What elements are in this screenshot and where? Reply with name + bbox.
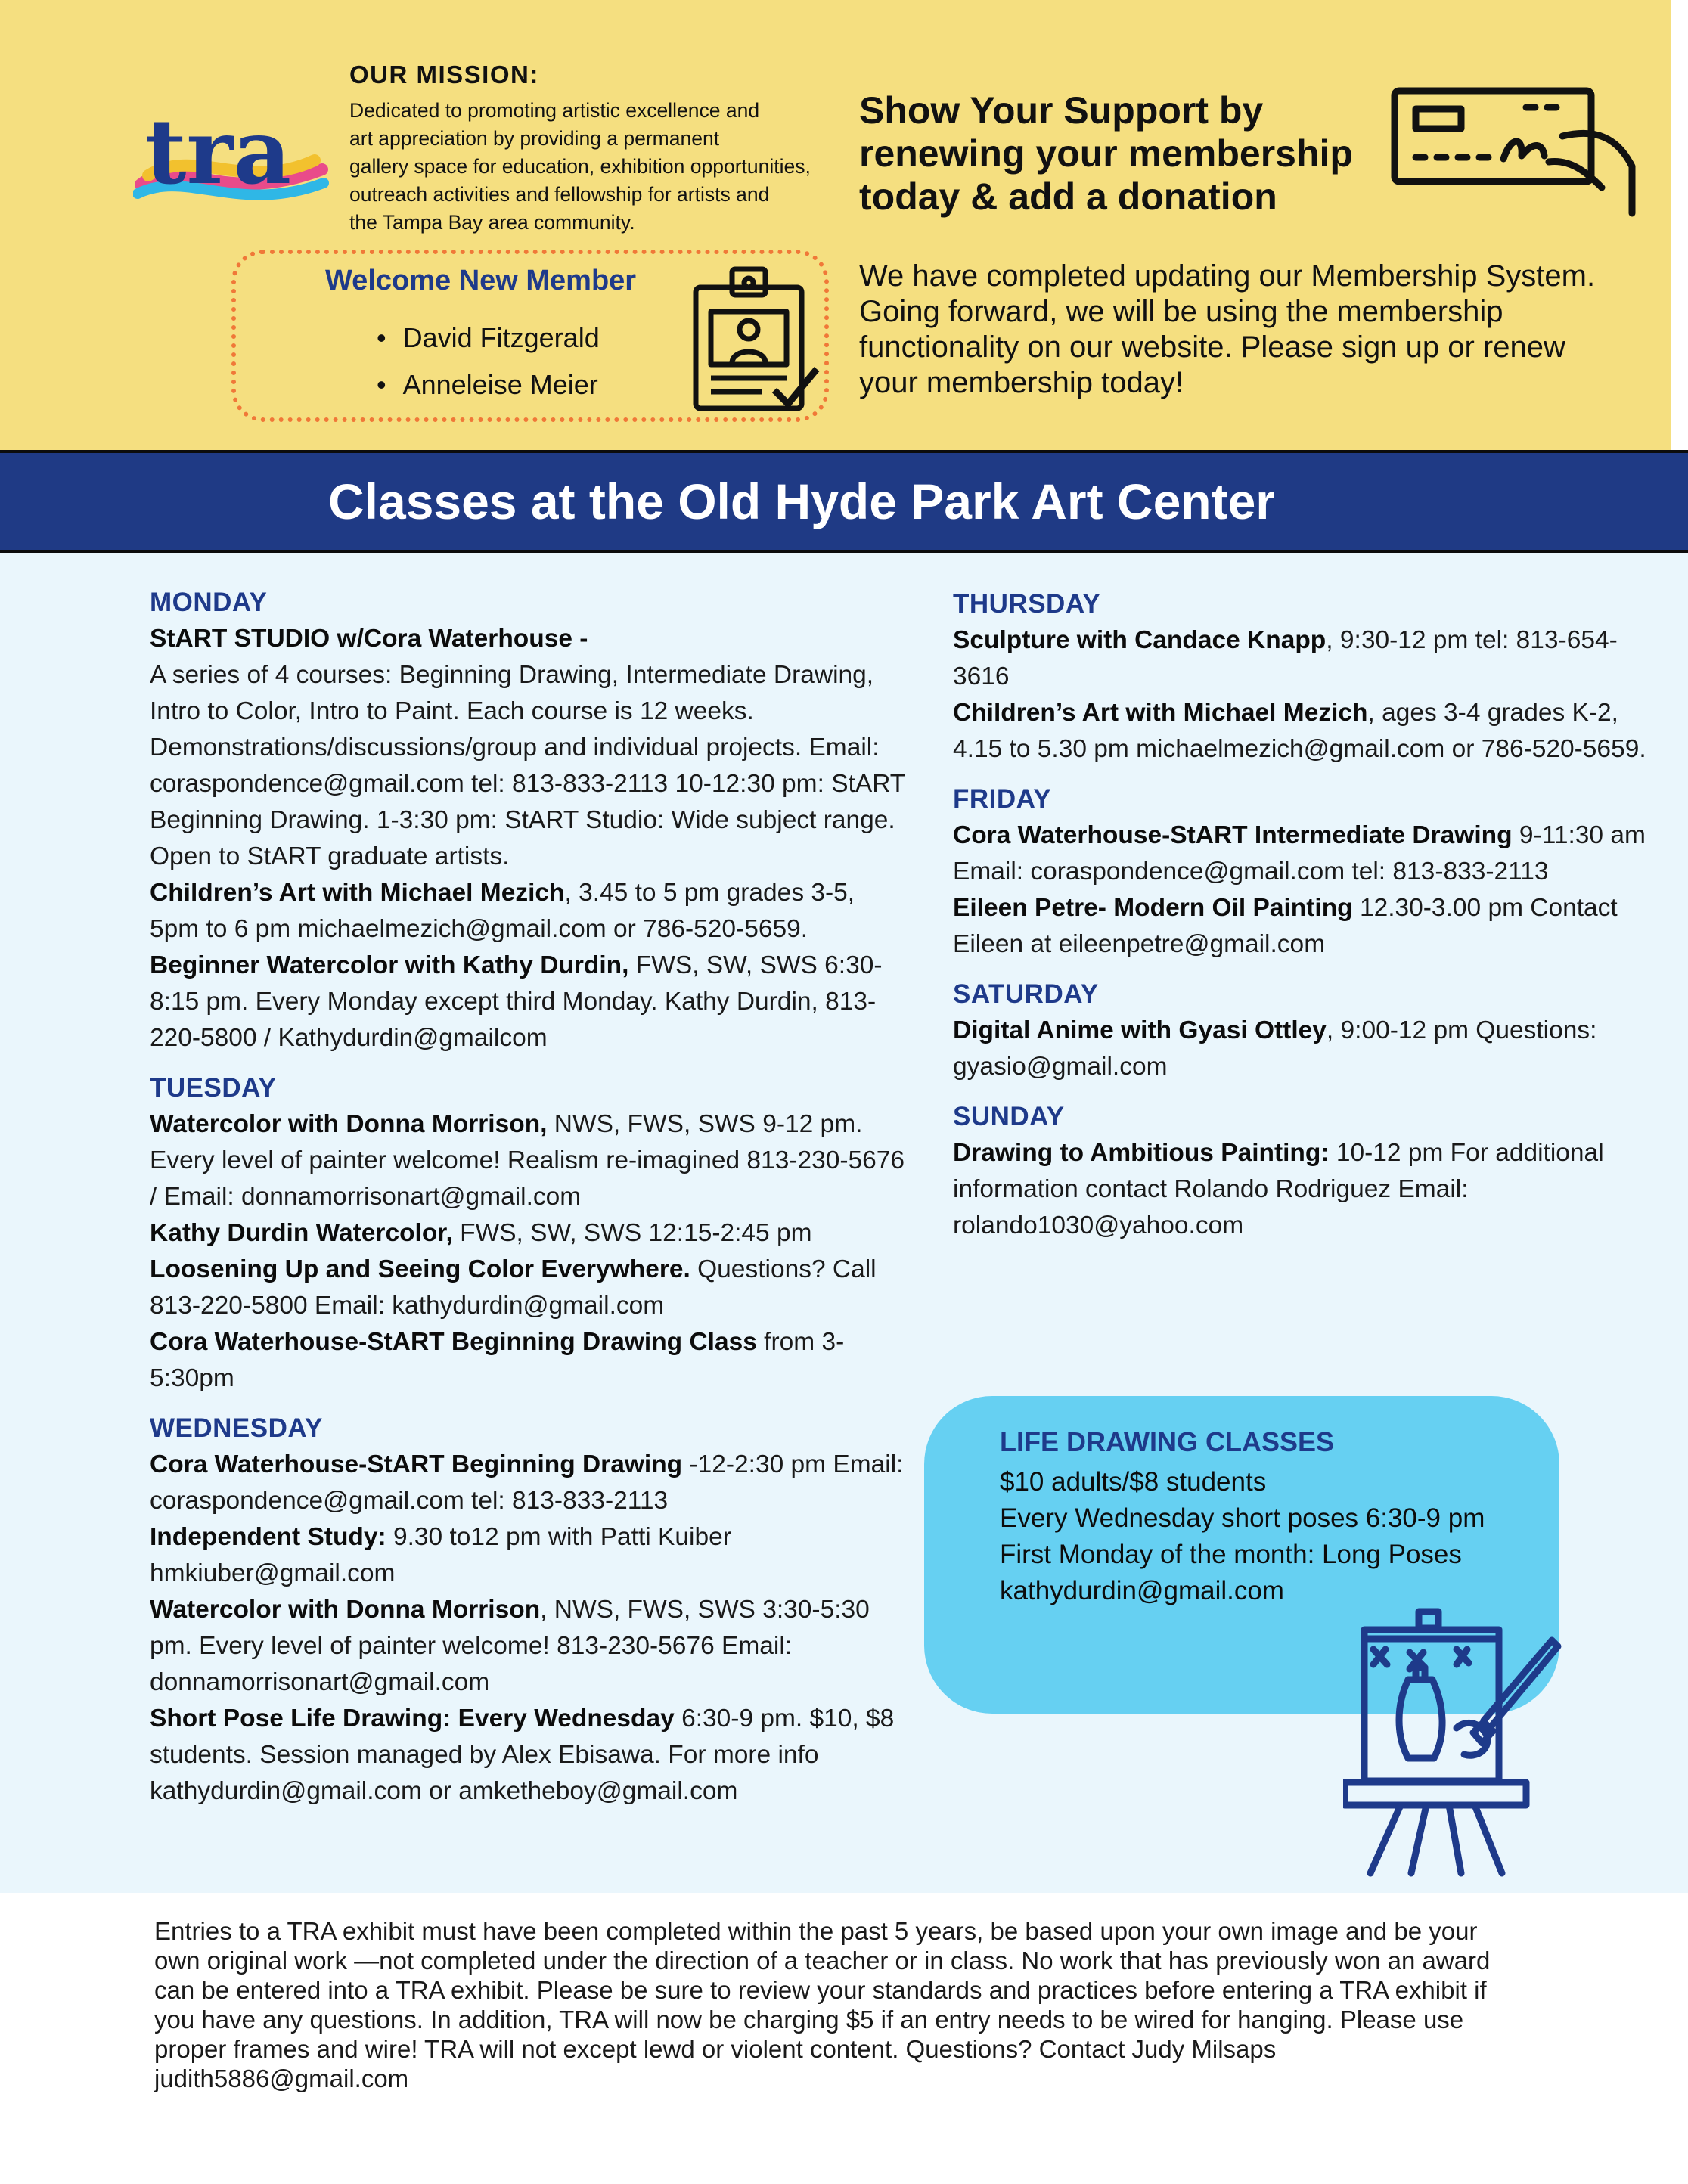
support-body-line: functionality on our website. Please sign up or renew <box>859 330 1565 364</box>
welcome-new-member-box <box>231 250 829 422</box>
class-details: -12-2:30 pm Email: coraspondence@gmail.com tel: 813-833-2113 <box>150 1450 904 1515</box>
schedule-right-column <box>953 586 1664 1244</box>
classes-banner-title: Classes at the Old Hyde Park Art Center <box>327 473 1275 529</box>
support-heading-line: renewing your membership <box>859 132 1353 175</box>
class-details: FWS, SW, SWS 6:30-8:15 pm. Every Monday except third Monday. Kathy Durdin, 813-220-5800 / Kathydurdin@gmailcom <box>150 951 883 1052</box>
day-heading-friday: FRIDAY <box>953 784 1052 814</box>
class-entry <box>150 1447 906 1519</box>
new-member-list <box>377 315 600 408</box>
class-title: Children’s Art with Michael Mezich <box>953 699 1368 727</box>
class-entry <box>953 1013 1664 1085</box>
class-details: , 9:30-12 pm tel: 813-654-3616 <box>953 626 1618 690</box>
check-icon <box>1390 83 1646 218</box>
class-title: Children’s Art with Michael Mezich <box>150 879 565 907</box>
class-title: Cora Waterhouse-StART Beginning Drawing Class <box>150 1328 757 1356</box>
class-entry <box>150 657 906 875</box>
life-drawing-line: kathydurdin@gmail.com <box>1000 1576 1284 1605</box>
day-heading-tuesday: TUESDAY <box>150 1073 277 1103</box>
class-title: Beginner Watercolor with Kathy Durdin, <box>150 951 629 979</box>
class-entry <box>150 621 906 657</box>
support-body-line: Going forward, we will be using the membership <box>859 295 1503 328</box>
support-body <box>859 259 1676 401</box>
day-heading-saturday: SATURDAY <box>953 979 1099 1009</box>
class-title: Loosening Up and Seeing Color Everywhere. <box>150 1255 690 1283</box>
class-details: 12.30-3.00 pm Contact Eileen at eileenpetre@gmail.com <box>953 894 1618 958</box>
support-heading <box>859 89 1404 219</box>
class-title: StART STUDIO w/Cora Waterhouse - <box>150 625 588 653</box>
class-entry <box>150 1215 906 1252</box>
top-section <box>0 0 1671 450</box>
day-heading-wednesday: WEDNESDAY <box>150 1413 323 1443</box>
class-entry <box>150 1324 906 1397</box>
class-details: 9.30 to12 pm with Patti Kuiber hmkiuber@gmail.com <box>150 1523 731 1587</box>
easel-icon <box>1343 1607 1562 1879</box>
classes-section <box>0 553 1688 1893</box>
class-title: Sculpture with Candace Knapp <box>953 626 1327 654</box>
class-details: , 9:00-12 pm Questions: gyasio@gmail.com <box>953 1016 1597 1081</box>
id-badge-icon <box>690 265 823 416</box>
mission-line: Dedicated to promoting artistic excellence and <box>349 99 760 122</box>
life-drawing-line: First Monday of the month: Long Poses <box>1000 1540 1462 1569</box>
mission-line: art appreciation by providing a permanent <box>349 127 720 150</box>
support-body-line: We have completed updating our Membership System. <box>859 259 1596 293</box>
day-heading-sunday: SUNDAY <box>953 1102 1065 1131</box>
class-title: Digital Anime with Gyasi Ottley <box>953 1016 1327 1044</box>
class-title: Drawing to Ambitious Painting: <box>953 1139 1330 1167</box>
class-entry <box>150 1106 906 1215</box>
class-entry <box>150 1592 906 1701</box>
class-title: Independent Study: <box>150 1523 386 1551</box>
life-drawing-details <box>1000 1464 1485 1609</box>
support-body-line: your membership today! <box>859 366 1184 399</box>
life-drawing-title: LIFE DRAWING CLASSES <box>1000 1426 1335 1457</box>
logo-text: tra <box>145 99 292 204</box>
class-entry <box>953 1135 1664 1244</box>
mission-line: gallery space for education, exhibition opportunities, <box>349 155 811 178</box>
class-details: FWS, SW, SWS 12:15-2:45 pm <box>452 1219 812 1247</box>
class-entry <box>150 1701 906 1810</box>
class-title: Watercolor with Donna Morrison, <box>150 1110 548 1138</box>
welcome-title: Welcome New Member <box>325 265 637 296</box>
class-entry <box>150 1252 906 1324</box>
class-entry <box>953 695 1664 768</box>
day-heading-thursday: THURSDAY <box>953 589 1101 619</box>
life-drawing-line: $10 adults/$8 students <box>1000 1467 1267 1497</box>
class-title: Cora Waterhouse-StART Intermediate Drawing <box>953 821 1513 849</box>
class-entry <box>150 875 906 948</box>
class-details: 9-11:30 am Email: coraspondence@gmail.com tel: 813-833-2113 <box>953 821 1646 886</box>
class-details: 6:30-9 pm. $10, $8 students. Session managed by Alex Ebisawa. For more info kathydurdin@gmail.com or amketheboy@gmail.com <box>150 1705 895 1805</box>
class-details: , 3.45 to 5 pm grades 3-5, 5pm to 6 pm michaelmezich@gmail.com or 786-520-5659. <box>150 879 855 943</box>
class-details: A series of 4 courses: Beginning Drawing, Intermediate Drawing, Intro to Color, Intro to Paint. Each course is 12 weeks. Demonstrations/discussions/group and individual projects. Email: coraspondence@gmail.com tel: 813-833-2113 10-12:30 pm: StART Beginning Drawing. 1-3:30 pm: StART Studio: Wide subject range. Open to StART graduate artists. <box>150 661 905 870</box>
class-details: NWS, FWS, SWS 9-12 pm. Every level of painter welcome! Realism re-imagined 813-230-5676 / Email: donnamorrisonart@gmail.com <box>150 1110 905 1211</box>
class-details: Questions? Call 813-220-5800 Email: kathydurdin@gmail.com <box>150 1255 877 1320</box>
new-member-item: • Anneleise Meier <box>377 361 600 408</box>
class-details: , NWS, FWS, SWS 3:30-5:30 pm. Every level of painter welcome! 813-230-5676 Email: donnamorrisonart@gmail.com <box>150 1596 870 1696</box>
class-entry <box>150 948 906 1056</box>
day-heading-monday: MONDAY <box>150 588 268 617</box>
class-title: Cora Waterhouse-StART Beginning Drawing <box>150 1450 683 1478</box>
class-details: 10-12 pm For additional information contact Rolando Rodriguez Email: rolando1030@yahoo.com <box>953 1139 1604 1239</box>
support-heading-line: Show Your Support by <box>859 89 1264 132</box>
exhibit-rules-footer: Entries to a TRA exhibit must have been completed within the past 5 years, be based upon your own image and be your own original work —not completed under the direction of a teacher or in class. No work that has previously won an award can be entered into a TRA exhibit. Please be sure to review your standards and practices before entering a TRA exhibit if you have any questions. In addition, TRA will now be charging $5 if an entry needs to be wired for hanging. Please use proper frames and wire! TRA will not except lewd or violent content. Questions? Contact Judy Milsaps judith5886@gmail.com <box>154 1917 1491 2092</box>
mission-title: OUR MISSION: <box>349 60 539 88</box>
class-entry <box>150 1519 906 1592</box>
class-entry <box>953 817 1664 890</box>
class-title: Watercolor with Donna Morrison <box>150 1596 541 1624</box>
tra-logo <box>133 94 331 215</box>
new-member-item: • David Fitzgerald <box>377 315 600 361</box>
classes-banner <box>0 450 1688 553</box>
mission-text <box>349 97 818 237</box>
class-title: Short Pose Life Drawing: Every Wednesday <box>150 1705 675 1733</box>
class-title: Eileen Petre- Modern Oil Painting <box>953 894 1353 922</box>
class-title: Kathy Durdin Watercolor, <box>150 1219 453 1247</box>
class-entry <box>953 622 1664 695</box>
mission-line: outreach activities and fellowship for artists and <box>349 183 770 206</box>
support-heading-line: today & add a donation <box>859 175 1277 218</box>
class-details: from 3-5:30pm <box>150 1328 845 1392</box>
class-entry <box>953 890 1664 963</box>
life-drawing-line: Every Wednesday short poses 6:30-9 pm <box>1000 1503 1485 1533</box>
class-details: , ages 3-4 grades K-2, 4.15 to 5.30 pm michaelmezich@gmail.com or 786-520-5659. <box>953 699 1646 763</box>
schedule-left-column <box>150 585 906 1810</box>
mission-line: the Tampa Bay area community. <box>349 211 635 234</box>
